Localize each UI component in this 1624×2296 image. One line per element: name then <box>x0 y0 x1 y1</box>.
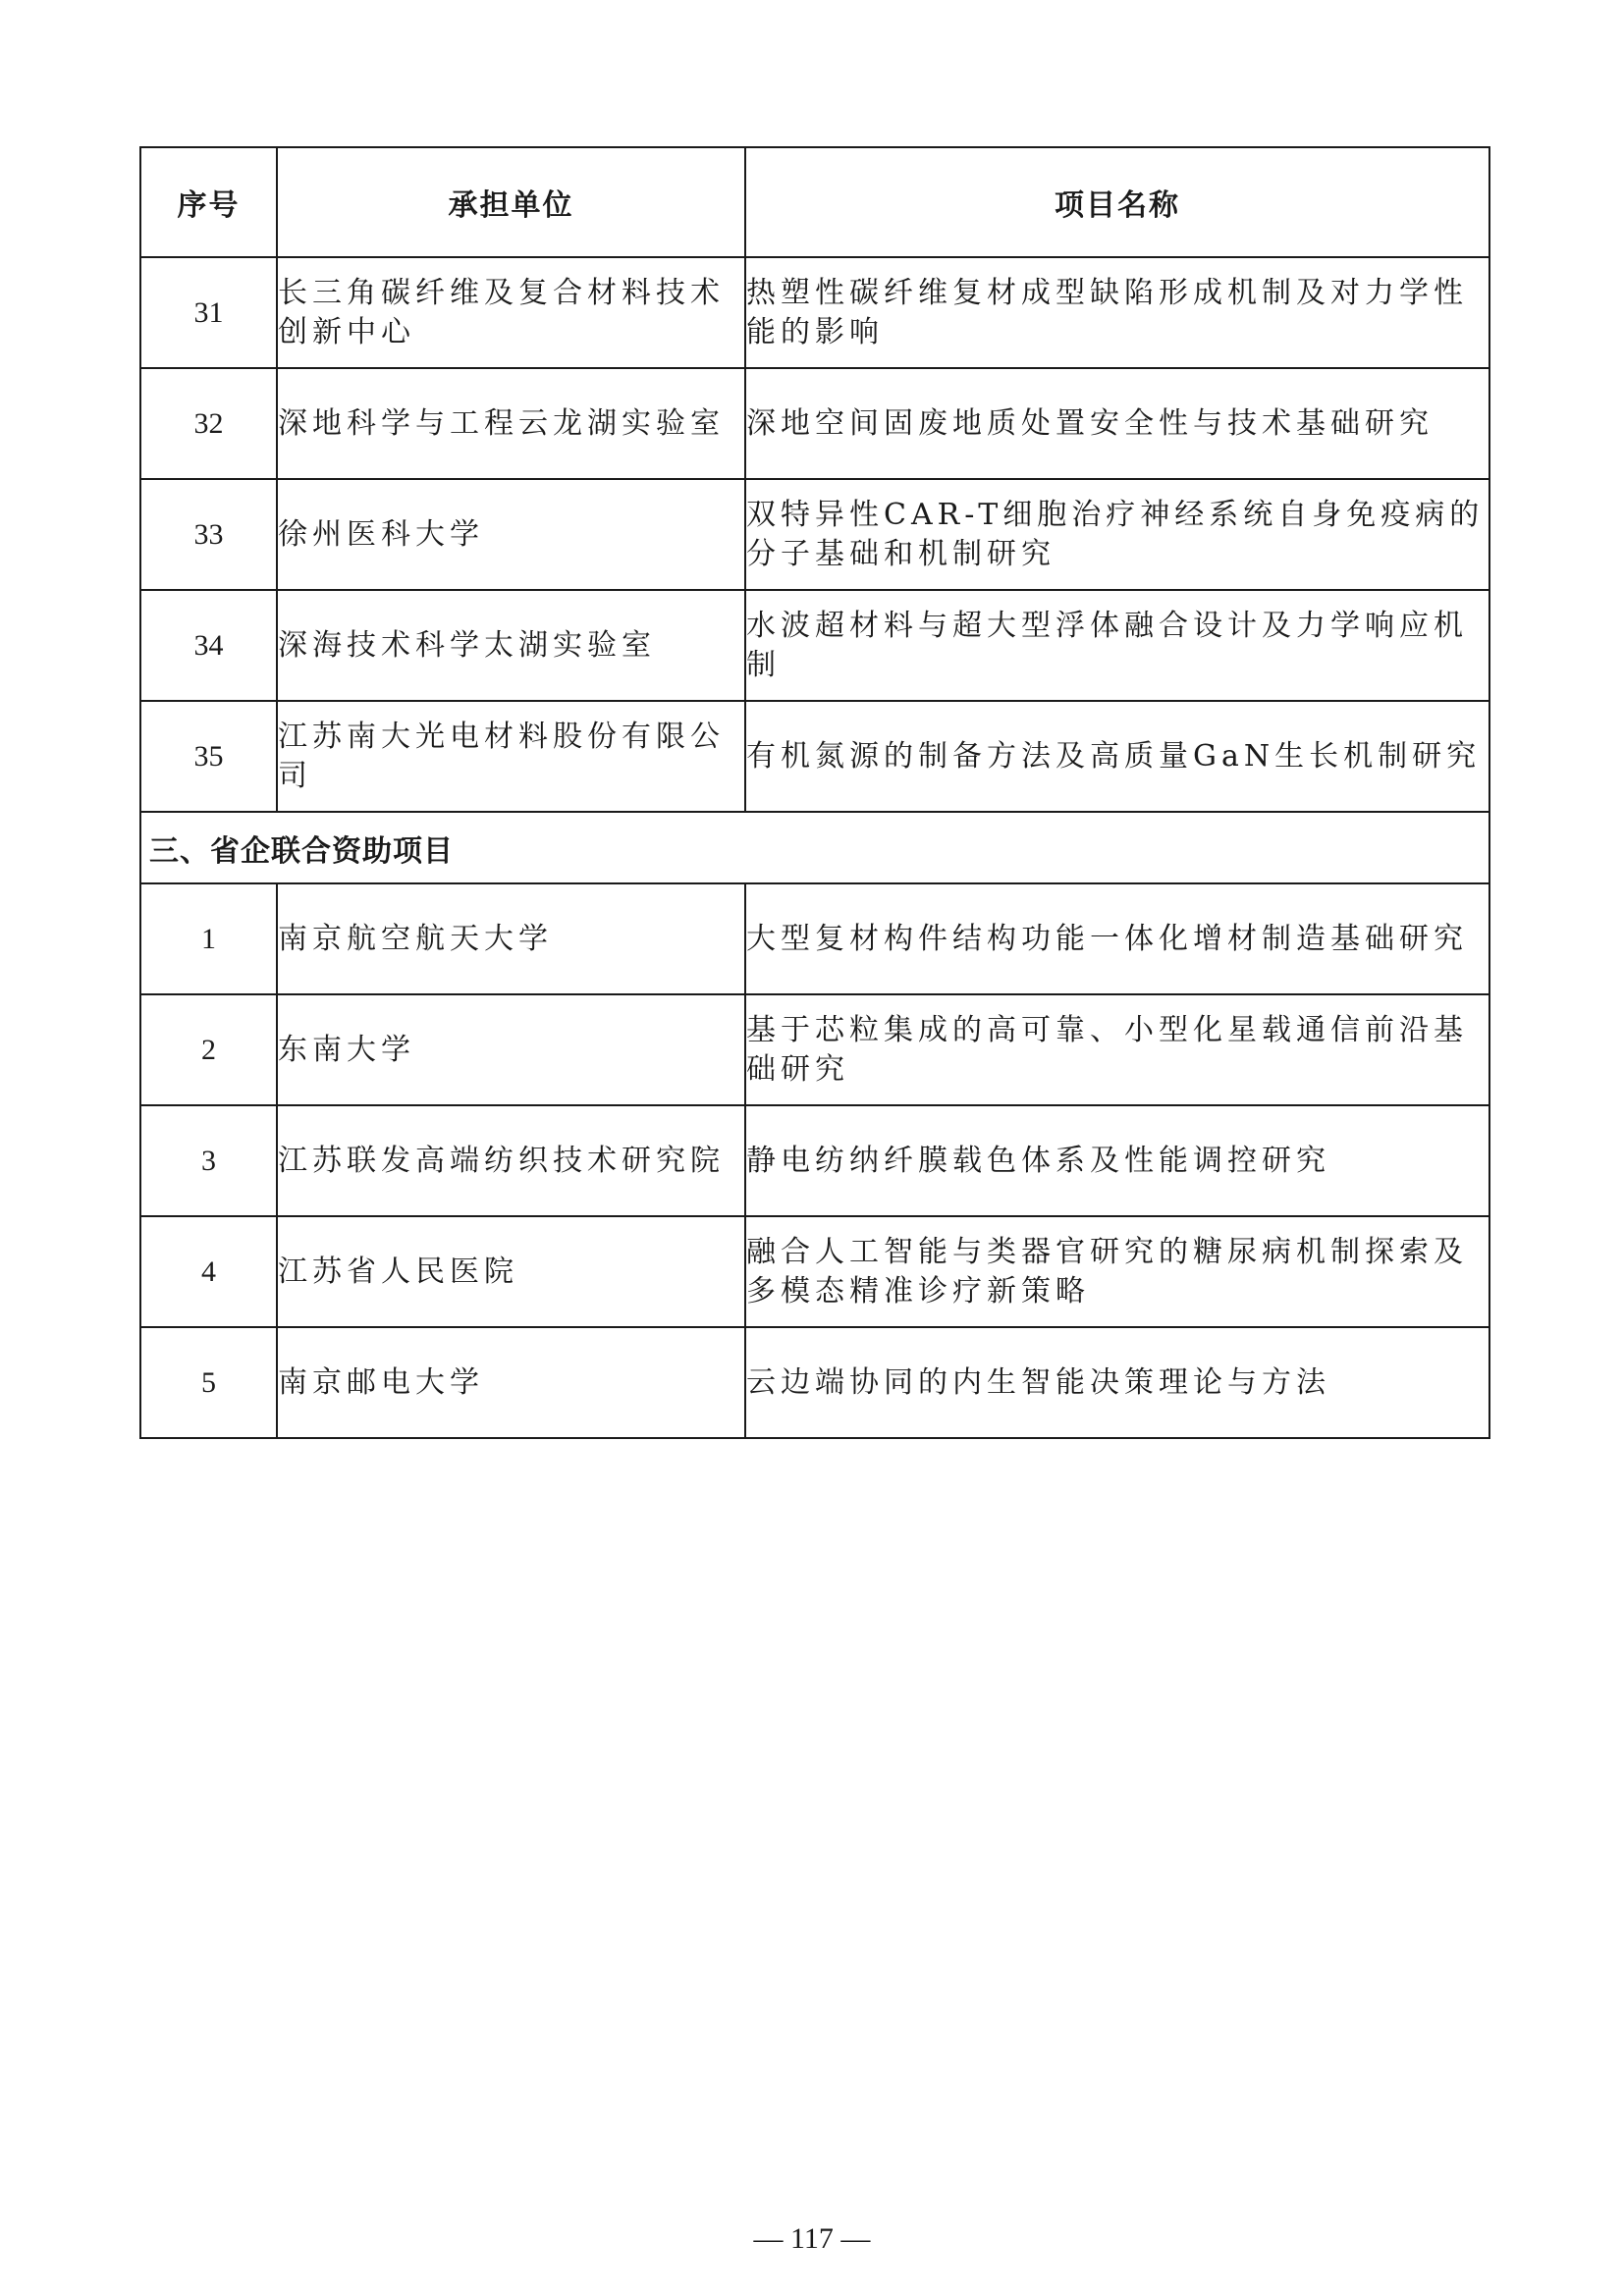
row-seq: 3 <box>140 1105 277 1216</box>
row-project: 融合人工智能与类器官研究的糖尿病机制探索及多模态精准诊疗新策略 <box>745 1216 1489 1327</box>
row-project: 有机氮源的制备方法及高质量GaN生长机制研究 <box>745 701 1489 812</box>
row-seq: 32 <box>140 368 277 479</box>
row-unit: 深地科学与工程云龙湖实验室 <box>277 368 745 479</box>
row-project: 深地空间固废地质处置安全性与技术基础研究 <box>745 368 1489 479</box>
section-row <box>140 812 1489 883</box>
row-unit: 江苏省人民医院 <box>277 1216 745 1327</box>
row-project: 云边端协同的内生智能决策理论与方法 <box>745 1327 1489 1438</box>
row-unit: 南京邮电大学 <box>277 1327 745 1438</box>
row-unit: 深海技术科学太湖实验室 <box>277 590 745 701</box>
row-seq: 1 <box>140 883 277 994</box>
row-project: 基于芯粒集成的高可靠、小型化星载通信前沿基础研究 <box>745 994 1489 1105</box>
row-project: 热塑性碳纤维复材成型缺陷形成机制及对力学性能的影响 <box>745 257 1489 368</box>
section-title: 三、省企联合资助项目 <box>140 812 1489 883</box>
row-project: 大型复材构件结构功能一体化增材制造基础研究 <box>745 883 1489 994</box>
row-project: 水波超材料与超大型浮体融合设计及力学响应机制 <box>745 590 1489 701</box>
header-unit: 承担单位 <box>277 147 745 257</box>
row-unit: 南京航空航天大学 <box>277 883 745 994</box>
project-table <box>139 146 1490 1439</box>
row-unit: 东南大学 <box>277 994 745 1105</box>
row-seq: 2 <box>140 994 277 1105</box>
row-unit: 长三角碳纤维及复合材料技术创新中心 <box>277 257 745 368</box>
row-unit: 徐州医科大学 <box>277 479 745 590</box>
row-unit: 江苏南大光电材料股份有限公司 <box>277 701 745 812</box>
table-row <box>140 1327 1489 1438</box>
row-project: 双特异性CAR-T细胞治疗神经系统自身免疫病的分子基础和机制研究 <box>745 479 1489 590</box>
table-row <box>140 883 1489 994</box>
table-row <box>140 479 1489 590</box>
page-number: — 117 — <box>753 2222 871 2255</box>
table-row <box>140 701 1489 812</box>
row-seq: 35 <box>140 701 277 812</box>
row-seq: 4 <box>140 1216 277 1327</box>
row-unit: 江苏联发高端纺织技术研究院 <box>277 1105 745 1216</box>
table-row <box>140 1105 1489 1216</box>
row-seq: 31 <box>140 257 277 368</box>
header-seq: 序号 <box>140 147 277 257</box>
table-row <box>140 1216 1489 1327</box>
table-row <box>140 257 1489 368</box>
row-seq: 33 <box>140 479 277 590</box>
header-project: 项目名称 <box>745 147 1489 257</box>
table-row <box>140 368 1489 479</box>
table-header-row <box>140 147 1489 257</box>
table-row <box>140 590 1489 701</box>
table-row <box>140 994 1489 1105</box>
row-seq: 34 <box>140 590 277 701</box>
row-seq: 5 <box>140 1327 277 1438</box>
row-project: 静电纺纳纤膜载色体系及性能调控研究 <box>745 1105 1489 1216</box>
